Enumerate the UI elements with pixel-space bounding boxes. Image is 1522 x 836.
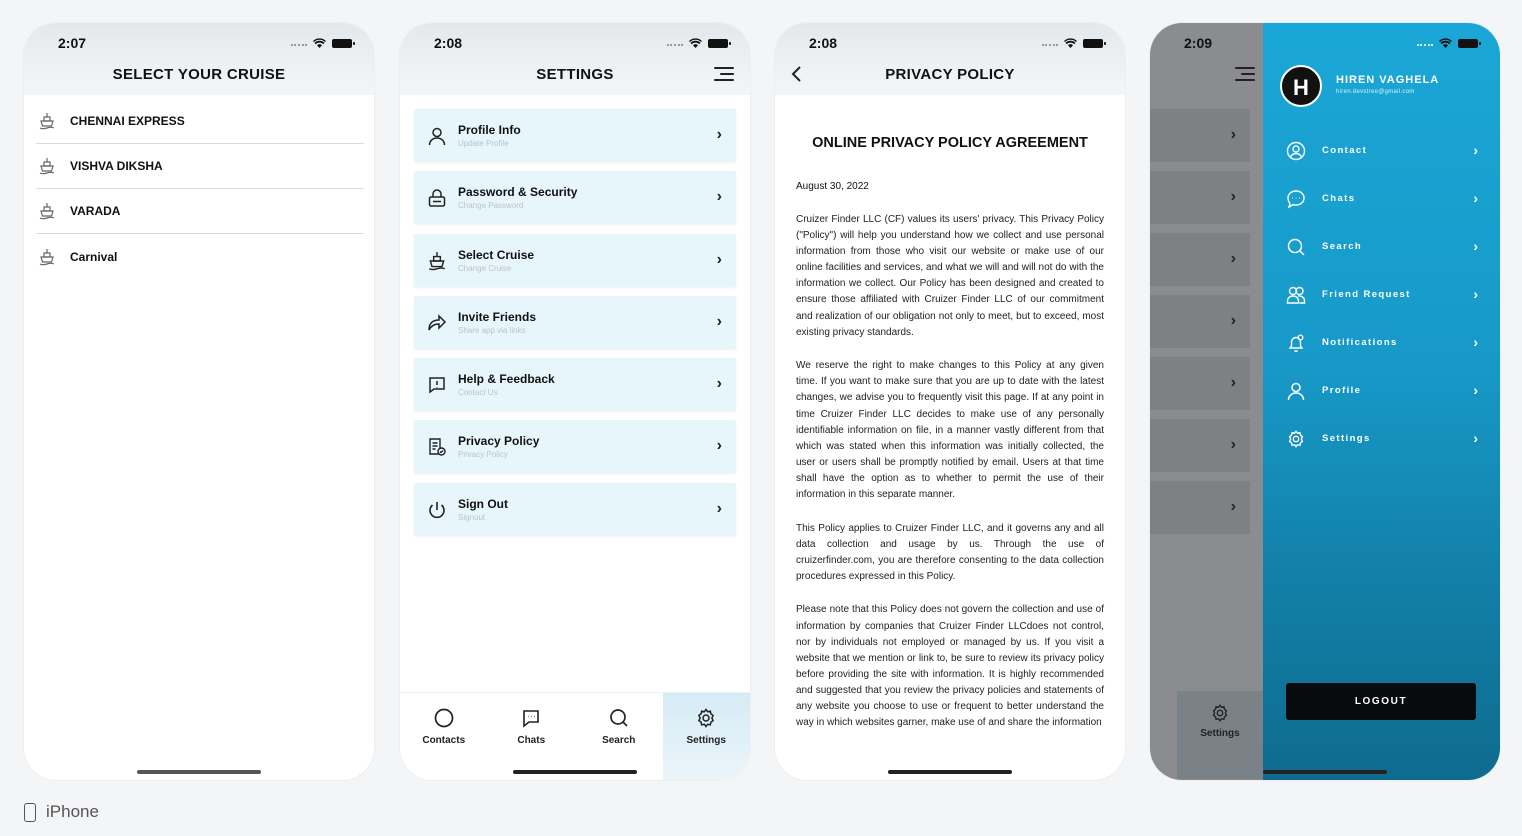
dimmed-card: [1150, 233, 1250, 286]
settings-item-password-security[interactable]: [414, 171, 736, 224]
battery-icon: [1083, 39, 1103, 48]
settings-item-sign-out[interactable]: [414, 483, 736, 536]
tab-label: Chats: [517, 735, 546, 746]
chevron-right-icon: ›: [716, 126, 722, 143]
settings-screen: [400, 23, 750, 780]
signal-icon: [1417, 44, 1433, 46]
dimmed-card: [1150, 357, 1250, 410]
policy-content: [796, 135, 1104, 749]
policy-heading: ONLINE PRIVACY POLICY AGREEMENT: [812, 135, 1088, 151]
chevron-right-icon: ›: [1473, 190, 1478, 206]
status-bar: [1150, 23, 1263, 63]
settings-item-profile-info[interactable]: [414, 109, 736, 162]
wifi-icon: [1064, 38, 1077, 48]
policy-paragraph: Please note that this Policy does not govern the collection and use of information by companies that Cruizer Finder LLCdoes not control, nor by individuals not employed or managed by us. If you visit a website that we mention or link to, be sure to review its privacy policy before providing the site with information. It is highly recommended and suggested that you review the privacy policies and statements of any website you choose to use or frequent to better understand the way in which websites garner, make use of and share the information: [796, 604, 1104, 729]
policy-date: August 30, 2022: [796, 181, 869, 192]
side-drawer: [1263, 23, 1500, 780]
dimmed-card: [1150, 109, 1250, 162]
settings-item-subtitle: Privacy Policy: [458, 450, 508, 460]
feedback-icon: [427, 375, 447, 395]
gear-icon: [1210, 703, 1230, 723]
chevron-right-icon: ›: [1230, 436, 1236, 453]
status-time: 2:08: [809, 35, 838, 51]
settings-item-title: Invite Friends: [458, 309, 537, 324]
user-icon: [1286, 381, 1306, 401]
chevron-right-icon: ›: [1230, 250, 1236, 267]
drawer-item-label: Chats: [1322, 193, 1356, 204]
chevron-right-icon: ›: [716, 499, 722, 517]
friends-icon: [1286, 285, 1306, 305]
cruise-item-label: CHENNAI EXPRESS: [70, 114, 185, 128]
chevron-right-icon: ›: [1473, 334, 1478, 350]
user-email: hiren.devstree@gmail.com: [1336, 89, 1415, 95]
chevron-right-icon: ›: [716, 375, 722, 393]
settings-item-subtitle: Signout: [458, 512, 486, 522]
chevron-right-icon: ›: [1473, 286, 1478, 302]
privacy-icon: [427, 437, 447, 457]
circle-icon: [433, 707, 455, 729]
chevron-right-icon: ›: [1230, 374, 1236, 391]
home-indicator: [1263, 770, 1387, 774]
ship-icon: [38, 248, 56, 266]
power-icon: [427, 500, 447, 520]
tab-search[interactable]: [575, 693, 663, 780]
status-bar: [400, 23, 750, 63]
dimmed-card: [1150, 419, 1250, 472]
dimmed-background: [1150, 23, 1263, 780]
share-icon: [427, 313, 447, 333]
cruise-item-label: Carnival: [70, 249, 118, 264]
ship-icon: [427, 251, 447, 271]
user-name: HIREN VAGHELA: [1336, 74, 1440, 86]
chevron-right-icon: ›: [1473, 142, 1478, 158]
page-title: PRIVACY POLICY: [885, 66, 1015, 83]
signal-icon: [667, 44, 683, 46]
wifi-icon: [1439, 38, 1452, 48]
settings-item-title: Select Cruise: [458, 247, 535, 262]
cruise-list: [36, 99, 364, 279]
lock-icon: [427, 188, 447, 208]
settings-item-title: Help & Feedback: [458, 372, 555, 387]
chevron-right-icon: ›: [716, 250, 722, 268]
settings-item-help-feedback[interactable]: [414, 358, 736, 411]
device-label-text: iPhone: [46, 802, 99, 821]
chevron-right-icon: ›: [1230, 312, 1236, 329]
logout-button[interactable]: LOGOUT: [1286, 683, 1476, 720]
wifi-icon: [313, 38, 326, 48]
drawer-item-label: Profile: [1322, 385, 1362, 396]
tab-label: Settings: [686, 735, 726, 746]
status-time: 2:07: [58, 35, 87, 51]
drawer-item-profile[interactable]: [1283, 376, 1482, 424]
tab-contacts[interactable]: [400, 693, 488, 780]
tab-settings[interactable]: [663, 693, 751, 780]
search-icon: [608, 707, 630, 729]
page-title: SETTINGS: [536, 66, 614, 83]
privacy-header: [775, 23, 1125, 95]
battery-icon: [1458, 39, 1478, 48]
status-bar: [775, 23, 1125, 63]
cruise-item-label: VISHVA DIKSHA: [70, 159, 163, 173]
drawer-screen: [1150, 23, 1500, 780]
policy-paragraph: Cruizer Finder LLC (CF) values its users' privacy. This Privacy Policy ("Policy") will help you understand how we collect and use personal information from those who visit our website or make use of our online facilities and services, and what we will and will not do with the information we collect. Our Policy has been designed and created to ensure those affiliated with Cruizer Finder LLC of our commitment and realization of our obligation not only to meet, but to exceed, most existing privacy standards.: [796, 214, 1104, 338]
tab-bar: [400, 692, 750, 780]
chevron-right-icon: ›: [1230, 126, 1236, 143]
home-indicator: [137, 770, 261, 774]
chevron-right-icon: ›: [1473, 238, 1478, 254]
settings-item-select-cruise[interactable]: [414, 234, 736, 287]
settings-item-subtitle: Contact Us: [458, 388, 498, 398]
contact-icon: [1286, 141, 1306, 161]
ship-icon: [38, 202, 56, 220]
signal-icon: [291, 44, 307, 46]
status-bar: [1263, 23, 1500, 63]
settings-item-subtitle: Change Password: [458, 201, 524, 211]
chat-icon: [1286, 189, 1306, 209]
chevron-right-icon: ›: [1230, 188, 1236, 205]
signal-icon: [1042, 44, 1058, 46]
drawer-item-friend-request[interactable]: [1283, 280, 1482, 328]
chevron-right-icon: ›: [1473, 382, 1478, 398]
settings-item-subtitle: Update Profile: [458, 139, 509, 148]
search-icon: [1286, 237, 1306, 257]
device-label: [24, 802, 99, 822]
wifi-icon: [689, 38, 702, 48]
settings-item-title: Password & Security: [458, 185, 578, 200]
cruise-item[interactable]: [36, 99, 364, 144]
settings-item-invite-friends[interactable]: [414, 296, 736, 349]
tab-label: Search: [602, 735, 636, 746]
chevron-right-icon: ›: [716, 437, 722, 455]
drawer-item-search[interactable]: [1283, 232, 1482, 280]
settings-list: [414, 109, 736, 545]
ship-icon: [38, 112, 56, 130]
chevron-right-icon: ›: [716, 312, 722, 330]
dimmed-settings-tab: [1177, 691, 1263, 779]
avatar[interactable]: H: [1280, 65, 1322, 107]
status-icons: [667, 38, 728, 48]
dimmed-card: [1150, 295, 1250, 348]
settings-item-subtitle: Change Cruise: [458, 263, 512, 273]
phone-icon: [24, 803, 36, 822]
status-time: 2:09: [1184, 35, 1213, 51]
bell-icon: [1286, 333, 1306, 353]
chevron-right-icon: ›: [1230, 498, 1236, 515]
user-icon: [427, 126, 447, 146]
gear-icon: [695, 707, 717, 729]
drawer-item-label: Friend Request: [1322, 289, 1411, 300]
chevron-right-icon: ›: [716, 188, 722, 206]
drawer-item-label: Settings: [1322, 433, 1371, 444]
cruise-item[interactable]: [36, 234, 364, 279]
cruise-item[interactable]: [36, 189, 364, 234]
status-icons: [1042, 38, 1103, 48]
home-indicator: [888, 770, 1012, 774]
status-icons: [1417, 38, 1478, 48]
settings-item-privacy-policy[interactable]: [414, 420, 736, 473]
settings-item-title: Profile Info: [458, 123, 521, 137]
drawer-item-settings[interactable]: [1283, 424, 1482, 472]
cruise-screen: [24, 23, 374, 780]
hamburger-menu-icon: [1235, 67, 1255, 83]
settings-item-title: Privacy Policy: [458, 434, 540, 449]
tab-label: Contacts: [422, 735, 466, 746]
home-indicator: [513, 770, 637, 774]
status-icons: [291, 38, 352, 48]
drawer-item-notifications[interactable]: [1283, 328, 1482, 376]
policy-paragraph: We reserve the right to make changes to this Policy at any given time. If you want to make sure that you are up to date with the latest changes, we advise you to frequently visit this page. If at any point in time Cruizer Finder LLC decides to make use of any personally identifiable information on file, in a manner vastly different from that which was stated when this information was initially collected, the user or users shall be promptly notified by email. Users at that time shall have the option as to whether to permit the use of their information in this separate manner.: [796, 360, 1104, 500]
drawer-menu: [1283, 136, 1482, 472]
status-time: 2:08: [434, 35, 463, 51]
privacy-screen: [775, 23, 1125, 780]
cruise-header: [24, 23, 374, 95]
drawer-item-label: Notifications: [1322, 337, 1398, 348]
chat-icon: [520, 707, 542, 729]
hamburger-menu-icon[interactable]: [714, 67, 734, 83]
dimmed-card: [1150, 171, 1250, 224]
drawer-item-label: Search: [1322, 241, 1363, 252]
settings-header: [400, 23, 750, 95]
battery-icon: [332, 39, 352, 48]
ship-icon: [38, 157, 56, 175]
policy-paragraph: This Policy applies to Cruizer Finder LLC, and it governs any and all data collection and usage by us. Through the use of cruizerfinder.com, you are therefore consenting to the data collection procedures expressed in this Policy.: [796, 522, 1104, 582]
settings-item-title: Sign Out: [458, 496, 508, 511]
cruise-item[interactable]: [36, 144, 364, 189]
gear-icon: [1286, 429, 1306, 449]
drawer-item-label: Contact: [1322, 145, 1368, 156]
dimmed-card: [1150, 481, 1250, 534]
page-title: SELECT YOUR CRUISE: [112, 66, 286, 83]
drawer-item-chats[interactable]: [1283, 184, 1482, 232]
tab-chats[interactable]: [488, 693, 576, 780]
cruise-item-label: VARADA: [70, 204, 121, 218]
drawer-item-contact[interactable]: [1283, 136, 1482, 184]
chevron-right-icon: ›: [1473, 430, 1478, 446]
battery-icon: [708, 39, 728, 48]
status-bar: [24, 23, 374, 63]
tab-label: Settings: [1200, 728, 1240, 739]
settings-item-subtitle: Share app via links: [458, 325, 526, 335]
